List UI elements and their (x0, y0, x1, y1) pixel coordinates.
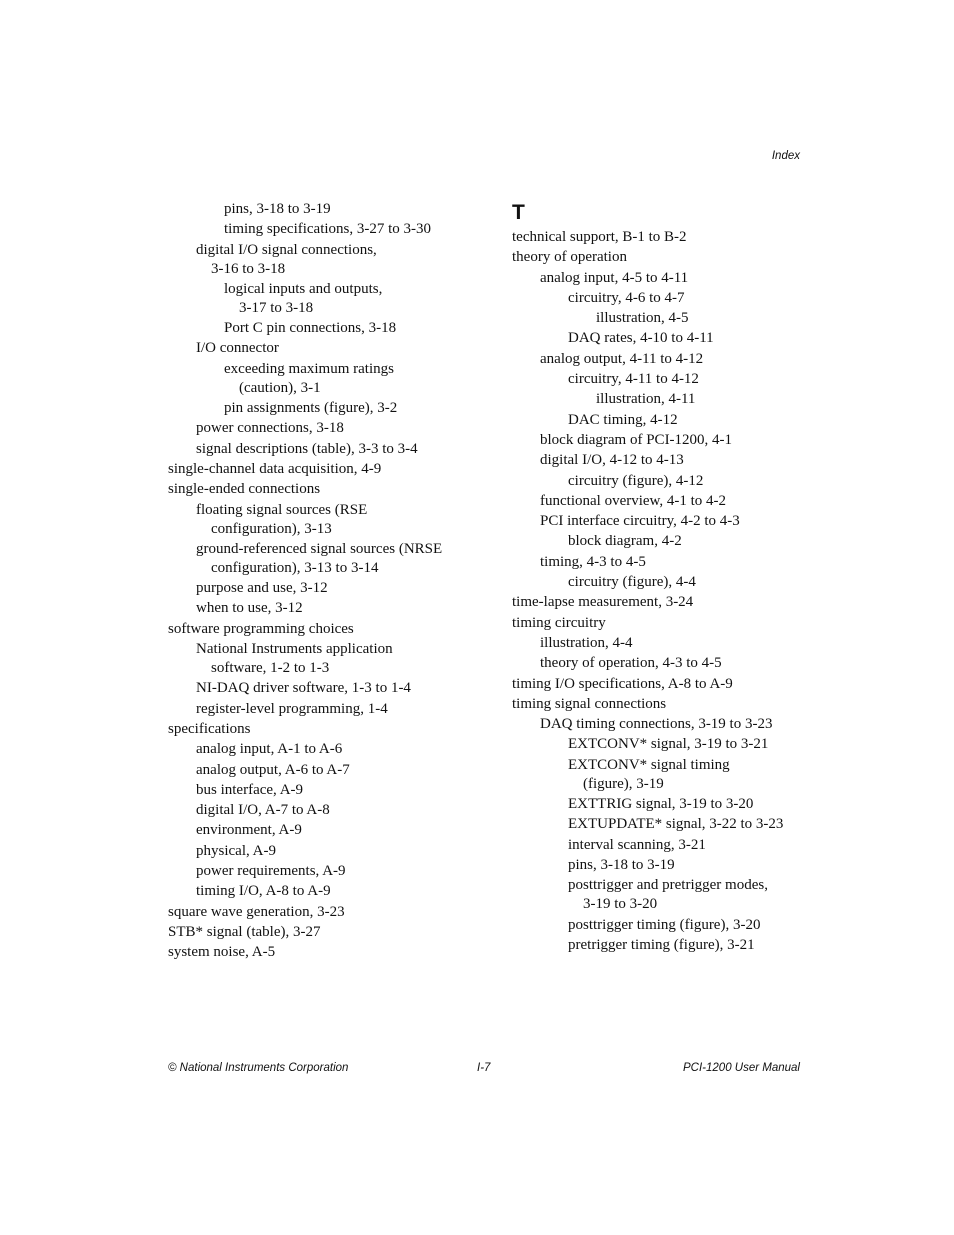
index-entry-text: I/O connector (196, 340, 279, 357)
index-entry-text: EXTCONV* signal, 3-19 to 3-21 (568, 736, 769, 753)
index-entry (168, 943, 468, 962)
index-entry-text: block diagram of PCI-1200, 4-1 (540, 431, 733, 448)
index-entry (168, 679, 468, 698)
index-entry-continuation: software, 1-2 to 1-3 (211, 660, 330, 677)
index-entry-text: timing, 4-3 to 4-5 (540, 553, 646, 570)
index-entry (168, 740, 468, 759)
index-entry (512, 715, 812, 734)
index-entry-text: pretrigger timing (figure), 3-21 (568, 936, 755, 953)
index-entry (168, 842, 468, 861)
index-entry (168, 882, 468, 901)
footer-page-number: I-7 (477, 1062, 491, 1074)
index-entry-text: analog input, 4-5 to 4-11 (540, 269, 689, 286)
index-entry-text: pin assignments (figure), 3-2 (224, 400, 398, 417)
index-entry (512, 795, 812, 814)
index-entry (168, 200, 468, 219)
index-entry (168, 761, 468, 780)
index-entry-text: environment, A-9 (196, 822, 302, 839)
index-entry (512, 451, 812, 470)
index-entry-text: interval scanning, 3-21 (568, 836, 706, 853)
index-entry-text: signal descriptions (table), 3-3 to 3-4 (196, 440, 418, 457)
index-entry-text: National Instruments application (196, 641, 393, 658)
index-entry-text: logical inputs and outputs, (224, 280, 383, 297)
index-entry (512, 370, 812, 389)
index-entry (168, 480, 468, 499)
index-entry-text: circuitry (figure), 4-12 (568, 472, 704, 489)
index-entry (512, 614, 812, 633)
index-entry-continuation: 3-16 to 3-18 (211, 260, 286, 277)
index-entry-text: timing signal connections (512, 695, 667, 712)
index-entry (512, 573, 812, 592)
index-entry-text: Port C pin connections, 3-18 (224, 320, 397, 337)
index-entry-text: block diagram, 4-2 (568, 533, 682, 550)
index-entry-text: theory of operation, 4-3 to 4-5 (540, 655, 722, 672)
index-entry-text: pins, 3-18 to 3-19 (568, 856, 675, 873)
index-entry (168, 620, 468, 639)
index-entry (168, 501, 468, 539)
footer-copyright: © National Instruments Corporation (168, 1062, 349, 1074)
index-entry-text: NI-DAQ driver software, 1-3 to 1-4 (196, 680, 411, 697)
index-entry (168, 821, 468, 840)
index-entry (168, 599, 468, 618)
index-entry (512, 735, 812, 754)
index-entry (168, 781, 468, 800)
index-entry (512, 815, 812, 834)
index-entry-text: DAQ timing connections, 3-19 to 3-23 (540, 716, 773, 733)
index-entry-text: illustration, 4-11 (596, 391, 696, 408)
index-entry-text: software programming choices (168, 620, 354, 637)
index-entry (512, 329, 812, 348)
index-entry (168, 640, 468, 678)
index-entry (512, 654, 812, 673)
index-entry (512, 350, 812, 369)
index-entry-continuation: 3-19 to 3-20 (583, 896, 658, 913)
index-entry (512, 553, 812, 572)
index-entry (512, 492, 812, 511)
index-entry-text: specifications (168, 720, 251, 737)
index-entry (512, 431, 812, 450)
index-entry (512, 695, 812, 714)
index-entry-text: DAQ rates, 4-10 to 4-11 (568, 330, 714, 347)
index-entry (168, 319, 468, 338)
index-entry-text: functional overview, 4-1 to 4-2 (540, 492, 727, 509)
index-entry (512, 228, 812, 247)
index-entry (512, 593, 812, 612)
index-entry-text: circuitry (figure), 4-4 (568, 574, 696, 591)
index-entry (512, 675, 812, 694)
index-entry-text: power connections, 3-18 (196, 420, 344, 437)
index-entry-text: timing circuitry (512, 614, 606, 631)
index-entry-continuation: (caution), 3-1 (239, 379, 321, 396)
index-entry-text: ground-referenced signal sources (NRSE (196, 540, 443, 557)
index-entry (168, 399, 468, 418)
index-entries-right (512, 228, 812, 955)
index-entry (168, 700, 468, 719)
index-entry (512, 390, 812, 409)
index-entry (168, 540, 468, 578)
index-entry (512, 856, 812, 875)
index-entry (168, 241, 468, 279)
index-entry-text: posttrigger timing (figure), 3-20 (568, 916, 761, 933)
index-entry (512, 634, 812, 653)
index-entry (168, 720, 468, 739)
footer-manual-title: PCI-1200 User Manual (683, 1062, 800, 1074)
index-entry-text: STB* signal (table), 3-27 (168, 923, 321, 940)
index-entry-text: theory of operation (512, 249, 627, 266)
index-entry-text: pins, 3-18 to 3-19 (224, 201, 331, 217)
index-entry (512, 916, 812, 935)
index-entry-text: physical, A-9 (196, 842, 276, 859)
index-entry-text: system noise, A-5 (168, 944, 276, 961)
index-entry-text: square wave generation, 3-23 (168, 903, 345, 920)
index-entry (168, 419, 468, 438)
index-entry-text: EXTCONV* signal timing (568, 756, 730, 773)
index-entry (168, 339, 468, 358)
running-head: Index (771, 150, 800, 162)
index-entry (512, 756, 812, 794)
index-entry-text: illustration, 4-4 (540, 634, 633, 651)
index-entry-text: circuitry, 4-6 to 4-7 (568, 289, 685, 306)
index-entry-text: analog input, A-1 to A-6 (196, 741, 343, 758)
index-entry (512, 532, 812, 551)
index-entry-text: technical support, B-1 to B-2 (512, 229, 687, 245)
index-entry (168, 280, 468, 318)
index-entry-text: register-level programming, 1-4 (196, 700, 388, 717)
index-entry-text: DAC timing, 4-12 (568, 411, 678, 428)
index-entry (168, 903, 468, 922)
index-entry-text: posttrigger and pretrigger modes, (568, 877, 768, 894)
index-entry-text: analog output, 4-11 to 4-12 (540, 350, 704, 367)
index-entry-continuation: 3-17 to 3-18 (239, 299, 314, 316)
index-entry (168, 360, 468, 398)
index-entry-text: timing I/O specifications, A-8 to A-9 (512, 675, 733, 692)
index-entry (168, 801, 468, 820)
index-entry-text: EXTUPDATE* signal, 3-22 to 3-23 (568, 816, 784, 833)
index-entry-text: time-lapse measurement, 3-24 (512, 594, 694, 611)
index-entry-text: analog output, A-6 to A-7 (196, 761, 350, 778)
index-entry-continuation: (figure), 3-19 (583, 775, 664, 792)
index-entry (168, 923, 468, 942)
index-entry-text: digital I/O signal connections, (196, 241, 377, 258)
index-entry-text: floating signal sources (RSE (196, 501, 368, 518)
index-entry-text: EXTTRIG signal, 3-19 to 3-20 (568, 796, 754, 813)
index-column-left (168, 200, 468, 964)
index-entry (512, 411, 812, 430)
index-entry (168, 220, 468, 239)
index-column-right (512, 200, 812, 956)
index-entry (512, 512, 812, 531)
index-entry (168, 440, 468, 459)
index-entry-text: PCI interface circuitry, 4-2 to 4-3 (540, 513, 740, 530)
index-entry-text: when to use, 3-12 (196, 600, 303, 617)
index-entry-text: power requirements, A-9 (196, 863, 346, 880)
index-entry-text: circuitry, 4-11 to 4-12 (568, 371, 699, 388)
index-entry-text: digital I/O, A-7 to A-8 (196, 802, 330, 819)
index-entry (512, 472, 812, 491)
index-entry (512, 248, 812, 267)
index-entry-continuation: configuration), 3-13 to 3-14 (211, 559, 379, 576)
index-entry-continuation: configuration), 3-13 (211, 520, 332, 537)
index-entry (512, 876, 812, 914)
index-entry (512, 309, 812, 328)
index-entry-text: single-ended connections (168, 481, 321, 498)
index-entry-text: illustration, 4-5 (596, 310, 689, 327)
index-entry (168, 579, 468, 598)
index-entry (512, 936, 812, 955)
index-entry-text: timing I/O, A-8 to A-9 (196, 883, 331, 900)
index-entry-text: single-channel data acquisition, 4-9 (168, 460, 382, 477)
index-entry-text: purpose and use, 3-12 (196, 580, 328, 597)
index-entry (512, 269, 812, 288)
index-entry (512, 289, 812, 308)
index-entry-text: exceeding maximum ratings (224, 360, 394, 377)
section-letter: T (512, 201, 525, 224)
index-entry-text: digital I/O, 4-12 to 4-13 (540, 452, 684, 469)
index-entry (512, 836, 812, 855)
index-entry-text: bus interface, A-9 (196, 781, 304, 798)
index-entry (168, 862, 468, 881)
index-entry (168, 460, 468, 479)
index-entry-text: timing specifications, 3-27 to 3-30 (224, 221, 432, 238)
